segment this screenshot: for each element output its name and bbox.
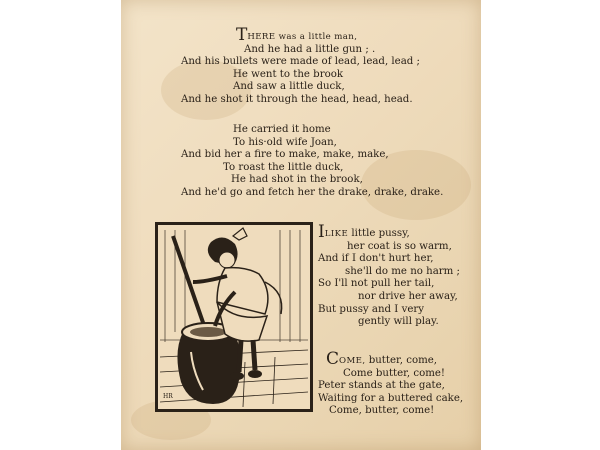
drop-cap: C: [326, 349, 340, 369]
poem-line: Waiting for a buttered cake,: [318, 392, 464, 404]
poem-line: her coat is so warm,: [347, 240, 452, 252]
poem-line: Peter stands at the gate,: [318, 380, 445, 392]
poem-line: And he'd go and fetch her the drake, drake, drake.: [181, 186, 444, 198]
poem-line: But pussy and I very: [318, 303, 424, 315]
poem-little-man: [181, 25, 420, 107]
poem-line: And he had a little gun ; .: [244, 43, 376, 55]
poem-line: And he shot it through the head, head, head.: [181, 93, 413, 105]
poem-line: And saw a little duck,: [233, 81, 345, 93]
poem-line: she'll do me no harm ;: [345, 265, 460, 277]
girl-churning-butter-illustration: [155, 222, 313, 412]
poem-line: And bid her a fire to make, make, make,: [181, 149, 389, 161]
drop-cap: T: [236, 25, 248, 45]
poem-joan: [181, 124, 443, 200]
storybook-page: [121, 0, 481, 450]
poem-line: And if I don't hurt her,: [318, 253, 434, 265]
drop-cap: I: [318, 222, 325, 242]
poem-line: COME, butter, come,: [326, 349, 437, 369]
poem-butter: [318, 349, 464, 418]
poem-line: ILIKE little pussy,: [318, 222, 410, 242]
poem-line: He went to the brook: [233, 68, 344, 80]
poem-line: To his·old wife Joan,: [233, 136, 337, 148]
poem-line: He carried it home: [233, 124, 331, 135]
poem-line: Come, butter, come!: [329, 405, 435, 417]
poem-line: Come butter, come!: [343, 367, 446, 379]
poem-line: nor drive her away,: [358, 290, 458, 302]
poem-line: He had shot in the brook,: [231, 174, 363, 186]
poem-line: To roast the little duck,: [223, 161, 344, 173]
poem-line: gently will play.: [358, 316, 439, 328]
poem-line: So I'll not pull her tail,: [318, 278, 435, 290]
poem-line: THERE was a little man,: [236, 25, 358, 45]
poem-line: And his bullets were made of lead, lead, lead ;: [181, 56, 420, 68]
poem-pussy: [318, 222, 460, 329]
artist-monogram: HR: [163, 393, 173, 400]
